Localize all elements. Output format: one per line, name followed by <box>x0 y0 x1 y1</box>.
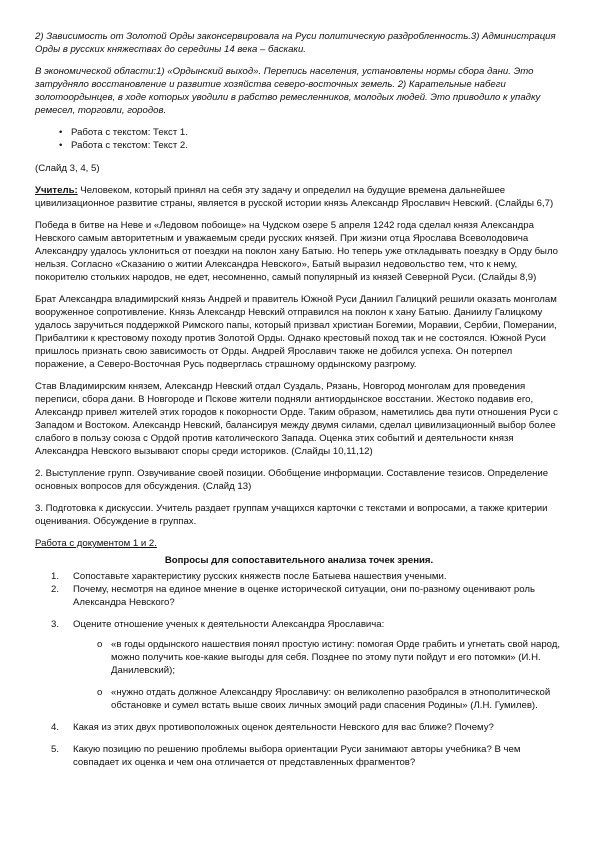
paragraph-vladimir: Став Владимирским князем, Александр Невский отдал Суздаль, Рязань, Новгород монголам для проведения переписи, сбора дани. В Новгороде и Пскове жители подняли антиордынское восстании. Жестоко подавив его, Александр привел жителей этих городов к покорности Орде. Таким образом, наметились два пути отношения Руси с Западом и Востоком. Александр Невский, балансируя между двумя силами, сделал цивилизационный выбор более слабого в пользу союза с Ордой против католического Запада. Оценка этих событий и деятельности князя Александра Невского вызывают споры среди историков. (Слайды 10,11,12) <box>35 381 558 457</box>
list-item-text: Работа с текстом: Текст 1. <box>71 127 188 138</box>
list-item-text: Работа с текстом: Текст 2. <box>71 140 188 151</box>
paragraph-economy: В экономической области:1) «Ордынский выход». Перепись населения, установлены нормы сбора дани. Это затрудняло восстановление и развитие хозяйства северо-восточных земель. 2) Карательные набеги золотоордынцев, в ходе которых уводили в рабство ремесленников, молодых людей. Это приводило к упадку ремесел, торговли, городов. <box>35 66 541 116</box>
quote-item <box>73 686 563 712</box>
paragraph-discussion: 3. Подготовка к дискуссии. Учитель раздает группам учащихся карточки с текстами и вопросами, а также критерии оценивания. Обсуждение в группах. <box>35 503 548 527</box>
question-number: 5. <box>51 744 60 755</box>
question-text: Какую позицию по решению проблемы выбора ориентации Руси занимают авторы учебника? В чем совпадает их оценка и чем она отличается от представленных фрагментов? <box>73 744 521 768</box>
bullet-icon: • <box>59 140 63 151</box>
documents-link: Работа с документом 1 и 2. <box>35 538 157 549</box>
circle-bullet-icon: o <box>97 687 103 698</box>
question-number: 2. <box>51 584 60 595</box>
paragraph-battles: Победа в битве на Неве и «Ледовом побоище» на Чудском озере 5 апреля 1242 года сделал князя Александра Невского самым авторитетным и уважаемым среди русских князей. При жизни отца Ярослава Всеволодовича Александру удалось уклониться от поездки на поклон хану Батыю. Но теперь уже откладывать поездку в Орду было нельзя. Согласно «Сказанию о житии Александра Невского», Батый выразил недовольство тем, что к нему, покорителю стольких народов, не едет, несомненно, самый популярный из князей Северной Руси. (Слайды 8,9) <box>35 220 558 283</box>
question-number: 3. <box>51 619 60 630</box>
slide-note: (Слайд 3, 4, 5) <box>35 163 100 174</box>
question-text: Почему, несмотря на единое мнение в оценке исторической ситуации, они по-разному оценивают роль Александра Невского? <box>73 584 535 608</box>
question-text: Оцените отношение ученых к деятельности Александра Ярославича: <box>73 619 385 630</box>
teacher-text: Человеком, который принял на себя эту задачу и определил на будущие времена дальнейшее цивилизационное развитие страны, является в русской истории князь Александр Ярославич Невский. (Слайды 6,7) <box>35 185 554 209</box>
paragraph-groups: 2. Выступление групп. Озвучивание своей позиции. Обобщение информации. Составление тезисов. Определение основных вопросов для обсуждения. (Слайд 13) <box>35 468 549 492</box>
question-number: 1. <box>51 571 60 582</box>
question-text: Сопоставьте характеристику русских княжеств после Батыева нашествия учеными. <box>73 571 447 582</box>
quotes-list <box>73 638 563 712</box>
question-item <box>35 570 563 583</box>
list-item <box>35 126 563 139</box>
paragraph-horde-dependence: 2) Зависимость от Золотой Орды законсервировала на Руси политическую раздробленность.3) Администрация Орды в русских княжествах до середины 14 века – баскаки. <box>35 31 556 55</box>
bullet-icon: • <box>59 127 63 138</box>
question-item <box>35 618 563 712</box>
document-page <box>35 30 563 769</box>
circle-bullet-icon: o <box>97 639 103 650</box>
questions-list <box>35 570 563 769</box>
question-text: Какая из этих двух противоположных оценок деятельности Невского для вас ближе? Почему? <box>73 722 494 733</box>
quote-text: «в годы ордынского нашествия понял простую истину: помогая Орде грабить и угнетать свой народ, можно получить кое-какие выгоды для себя. Позднее по этому пути пойдут и его потомки» (И.Н. Данилевский); <box>111 639 561 676</box>
teacher-label: Учитель: <box>35 185 78 196</box>
list-item <box>35 139 563 152</box>
question-item <box>35 583 563 609</box>
paragraph-teacher <box>35 184 563 210</box>
question-item <box>35 743 563 769</box>
quote-item <box>73 638 563 677</box>
quote-text: «нужно отдать должное Александру Ярославичу: он великолепно разобрался в этнополитической обстановке и сумел встать выше своих личных эмоций ради спасения Родины» (Л.Н. Гумилев). <box>111 687 551 711</box>
text-task-list <box>35 126 563 152</box>
paragraph-brothers: Брат Александра владимирский князь Андрей и правитель Южной Руси Даниил Галицкий решили оказать монголам вооруженное сопротивление. Князь Александр Невский отправился на поклон к хану Батыю. Даниилу Галицкому удалось заручиться поддержкой Римского папы, который призвал христиан Богемии, Моравии, Сербии, Померании, Прибалтики к крестовому походу против Золотой Орды. Однако крестовый поход так и не состоялся. Южной Руси пришлось признать свою зависимость от Орды. Андрей Ярославич также не добился успеха. Он потерпел поражение, а Северо-Восточная Русь подверглась страшному ордынскому разгрому. <box>35 294 557 370</box>
questions-title: Вопросы для сопоставительного анализа точек зрения. <box>164 555 434 566</box>
question-number: 4. <box>51 722 60 733</box>
question-item <box>35 721 563 734</box>
